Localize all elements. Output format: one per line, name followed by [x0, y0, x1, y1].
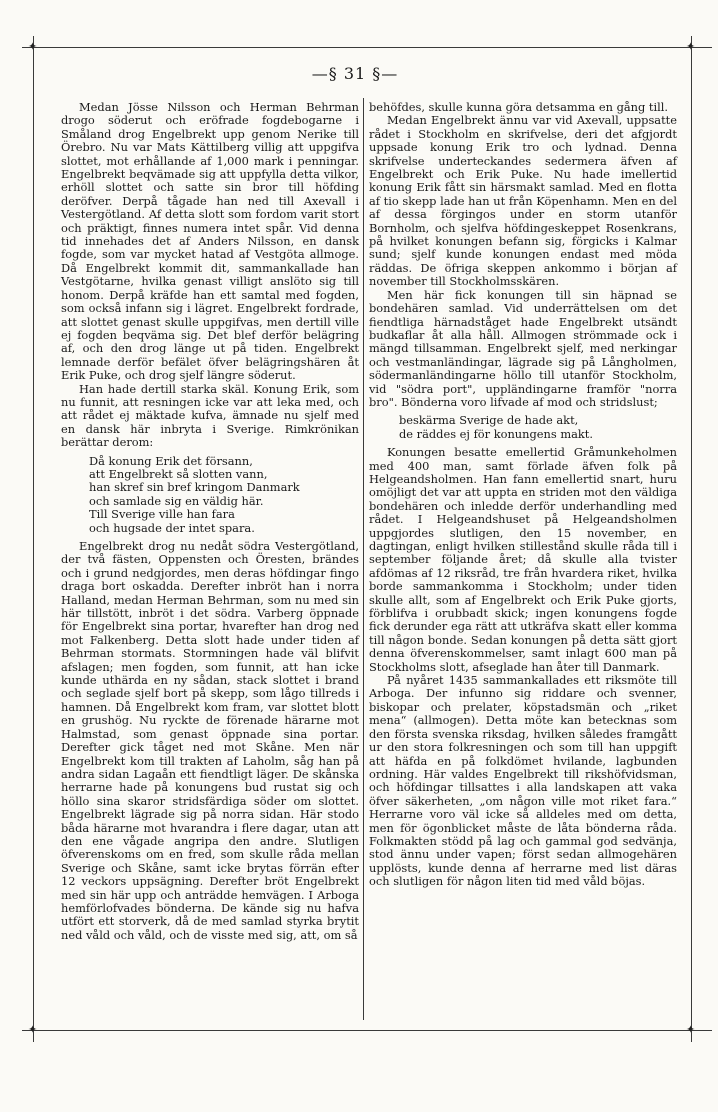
verse-quote	[399, 414, 677, 441]
verse-line: och hugsade der intet spara.	[89, 520, 255, 535]
paragraph: Konungen besatte emellertid Gråmunkeholmen med 400 man, samt förlade äfven folk på Helgeandsholmen. Han fann emellertid snart, huru omöjligt det var att uppta en striden mot den väldiga bondehären och inledde derför underhandling med rådet. I Helgeandshuset på Helgeandsholmen uppgjordes slutligen, den 15 november, en dagtingan, enligt hvilken stillestånd skulle råda till i september följande året; då skulle alla tvister afdömas af 12 riksråd, tre från hvardera riket, hvilka borde sammankomma i Stockholm; under tiden skulle allt, som af Engelbrekt och Erik Puke gjorts, förblifva i orubbadt skick; ingen konungens fogde fick derunder ega rätt att utkräfva skatt eller komma till någon bonde. Sedan konungen på detta sätt gjort denna öfverenskommelser, samt inlagt 600 man på Stockholms slott, afseglade han åter till Danmark.	[369, 445, 677, 674]
verse-line: de räddes ej för konungens makt.	[399, 426, 594, 441]
verse-line: han skref sin bref kringom Danmark	[89, 480, 300, 495]
paragraph: Han hade dertill starka skäl. Konung Erik, som nu funnit, att resningen icke var att leka med, och att rådet ej mäktade kufva, ämnade nu sjelf med en dansk här inbryta i Sverige. Rimkrönikan berättar derom:	[61, 381, 359, 450]
verse-line: beskärma Sverige de hade akt,	[399, 413, 579, 428]
verse-quote	[89, 455, 359, 535]
paragraph: Men här fick konungen till sin häpnad se bondehären samlad. Vid underrättelsen om det fiendtliga härnadståget hade Engelbrekt utsändt budkaflar åt alla håll. Allmogen strömmade ock i mängd tillsamman. Engelbrekt sjelf, med nerkingar och vestmanländingar, lägrade sig på Långholmen, södermanländingarne höllo till utanför Stockholm, vid "södra port", uppländingarne framför "norra bro". Bönderna voro lifvade af mod och stridslust;	[369, 287, 677, 409]
right-border	[691, 36, 692, 1042]
verse-line: att Engelbrekt så slotten vann,	[89, 466, 268, 481]
right-column	[369, 101, 677, 889]
paragraph: Medan Engelbrekt ännu var vid Axevall, uppsatte rådet i Stockholm en skrifvelse, deri det afgjordt uppsade konung Erik tro och lydnad. Denna skrifvelse underteckandes sedermera äfven af Engelbrekt och Erik Puke. Nu hade imellertid konung Erik fått sin härsmakt samlad. Med en flotta af tio skepp lade han ut från Köpenhamn. Men en del af dessa förgingos under en storm utanför Bornholm, och sjelfva höfdingeskeppet Rosenkrans, på hvilket konungen befann sig, förgicks i Kalmar sund; sjelf kunde konungen endast med möda räddas. De öfriga skeppen ankommo i början af november till Stockholmsskären.	[369, 113, 677, 289]
paragraph: På nyåret 1435 sammankallades ett riksmöte till Arboga. Der infunno sig riddare och svenner, biskopar och prelater, köpstadsmän och „riket mena“ (allmogen). Detta möte kan betecknas som den första svenska riksdag, hvilken således framgått ur den stora folkresningen och som till han uppgift att häfda en på folkdömet hvilande, lagbunden ordning. Här valdes Engelbrekt till rikshöfvidsman, och höfdingar tillsattes i alla landskapen att vaka öfver säkerheten, „om någon ville mot riket fara.“ Herrarne voro väl icke så alldeles med om detta, men för ögonblicket måste de låta bönderna råda. Folkmakten stödd på lag och gammal god sedvänja, stod ännu under vapen; först sedan allmogehären upplösts, kunde denna af herrarne med list däras och slutligen för någon liten tid med våld böjas.	[369, 673, 677, 889]
top-border	[22, 47, 712, 48]
verse-line: Till Sverige ville han fara	[89, 507, 235, 522]
crop-mark-top-left: ✦	[28, 40, 38, 53]
paragraph: behöfdes, skulle kunna göra detsamma en gång till.	[369, 100, 669, 114]
crop-mark-bottom-right: ✦	[686, 1023, 696, 1036]
verse-line: Då konung Erik det försann,	[89, 453, 253, 468]
left-column	[61, 101, 359, 942]
column-divider	[363, 98, 364, 1020]
crop-mark-bottom-left: ✦	[28, 1023, 38, 1036]
left-border	[33, 36, 34, 1042]
verse-line: och samlade sig en väldig här.	[89, 493, 264, 508]
bottom-border	[22, 1030, 712, 1031]
paragraph: Engelbrekt drog nu nedåt södra Vestergötland, der två fästen, Oppensten och Öresten, brändes och i grund nedgjordes, men deras höfdingar fingo draga bort oskadda. Derefter inbröt han i norra Halland, medan Herman Behrman, som nu med sin här tillstött, inbröt i det södra. Varberg öppnade för Engelbrekt sina portar, hvarefter han drog ned mot Falkenberg. Detta slott hade under tiden af Behrman stormats. Stormningen hade väl blifvit afslagen; men fogden, som funnit, att han icke kunde uthärda en ny sådan, stack slottet i brand och seglade sjelf bort på skepp, som lågo tillreds i hamnen. Då Engelbrekt kom fram, var slottet blott en grushög. Nu ryckte de förenade härarne mot Halmstad, som genast öppnade sina portar. Derefter gick tåget ned mot Skåne. Men när Engelbrekt kom till trakten af Laholm, såg han på andra sidan Lagaån ett fiendtligt läger. De skånska herrarne hade på konungens bud rustat sig och höllo sina skaror stridsfärdiga söder om slottet. Engelbrekt lägrade sig på norra sidan. Här stodo båda härarne mot hvarandra i flere dagar, utan att den ene vågade angripa den andre. Slutligen öfverenskoms om en fred, som skulle råda mellan Sverige och Skåne, samt icke brytas förrän efter 12 veckors uppsägning. Derefter bröt Engelbrekt med sin här upp och anträdde hemvägen. I Arboga hemförlofvades bönderna. De kände sig nu hafva utfört ett storverk, då de med samlad styrka brytit ned våld och våld, och de visste med sig, att, om så	[61, 539, 359, 942]
page-number: —§ 31 §—	[311, 64, 399, 83]
crop-mark-top-right: ✦	[686, 40, 696, 53]
paragraph: Medan Jösse Nilsson och Herman Behrman drogo söderut och eröfrade fogdebogarne i Småland drog Engelbrekt upp genom Nerike till Örebro. Nu var Mats Kättilberg villig att uppgifva slottet, mot erhållande af 1,000 mark i penningar. Engelbrekt beqvämade sig att uppfylla detta vilkor, erhöll slottet och satte sin bror till höfding deröfver. Derpå tågade han ned till Axevall i Vestergötland. Af detta slott som fordom varit stort och präktigt, finnes numera intet spår. Vid denna tid innehades det af Anders Nilsson, en dansk fogde, som var mycket hatad af Vestgöta allmoge. Då Engelbrekt kommit dit, sammankallade han Vestgötarne, hvilka genast villigt anslöto sig till honom. Derpå kräfde han ett samtal med fogden, som också infann sig i lägret. Engelbrekt fordrade, att slottet genast skulle uppgifvas, men dertill ville ej fogden beqväma sig. Det blef derför belägring af, och den drog länge ut på tiden. Engelbrekt lemnade derför befälet öfver belägringshären åt Erik Puke, och drog sjelf längre söderut.	[61, 100, 359, 383]
